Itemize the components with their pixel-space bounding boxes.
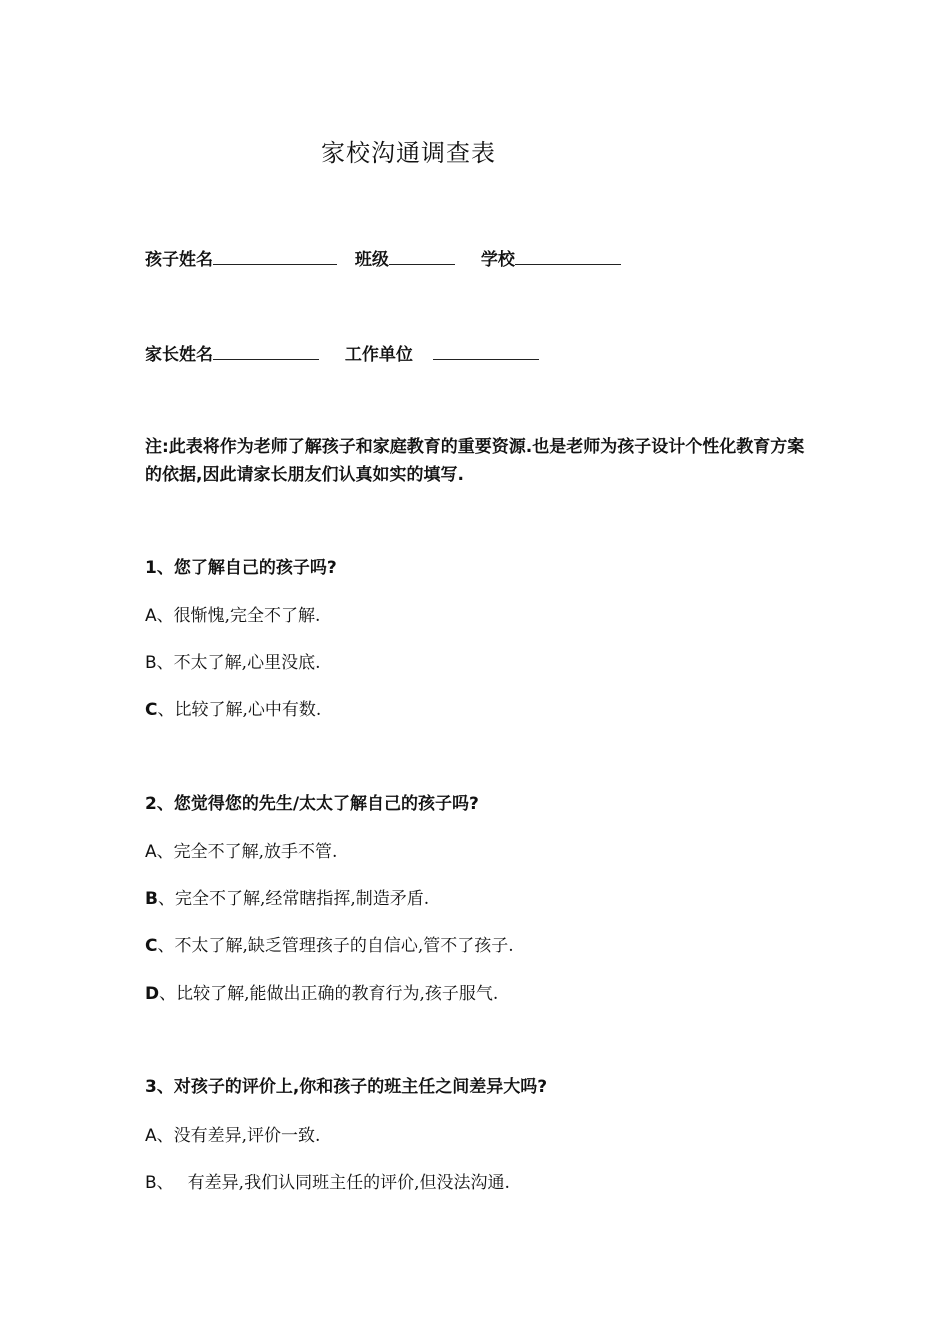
- option-letter: B: [145, 889, 158, 909]
- school-field: [481, 245, 621, 270]
- question-3: 3、对孩子的评价上,你和孩子的班主任之间差异大吗?: [145, 1077, 548, 1097]
- parent-name-blank[interactable]: [213, 343, 319, 360]
- option-letter: B: [145, 653, 157, 673]
- option-text: 不太了解,缺乏管理孩子的自信心,管不了孩子.: [174, 936, 514, 956]
- q3-option-a[interactable]: [145, 1121, 320, 1146]
- option-text: 完全不了解,经常瞎指挥,制造矛盾.: [174, 889, 430, 909]
- q1-option-b[interactable]: [145, 648, 320, 673]
- q2-option-c[interactable]: [145, 931, 514, 956]
- page-title: 家校沟通调查表: [321, 139, 496, 167]
- school-label: 学校: [480, 250, 515, 270]
- question-1: 1、您了解自己的孩子吗?: [145, 558, 337, 578]
- option-sep: 、: [157, 889, 175, 909]
- option-text: 很惭愧,完全不了解.: [173, 606, 321, 626]
- option-text: 比较了解,心中有数.: [174, 700, 322, 720]
- option-text: 有差异,我们认同班主任的评价,但没法沟通.: [187, 1173, 510, 1193]
- option-letter: A: [145, 842, 157, 862]
- q2-option-a[interactable]: [145, 837, 337, 862]
- option-letter: A: [145, 606, 157, 626]
- parent-name-label: 家长姓名: [145, 345, 213, 365]
- question-2: 2、您觉得您的先生/太太了解自己的孩子吗?: [145, 794, 479, 814]
- class-blank[interactable]: [389, 248, 455, 265]
- work-unit-field: [345, 340, 539, 365]
- fields-row-2: [145, 340, 539, 365]
- school-blank[interactable]: [515, 248, 621, 265]
- option-letter: D: [145, 984, 160, 1004]
- option-sep: 、: [159, 984, 177, 1004]
- q1-option-c[interactable]: [145, 695, 321, 720]
- survey-note: 注:此表将作为老师了解孩子和家庭教育的重要资源.也是老师为孩子设计个性化教育方案的依据,因此请家长朋友们认真如实的填写.: [145, 437, 805, 485]
- option-sep: 、: [156, 1126, 174, 1146]
- option-text: 完全不了解,放手不管.: [173, 842, 338, 862]
- option-sep: 、: [156, 1173, 174, 1193]
- work-unit-label: 工作单位: [344, 345, 413, 365]
- class-label: 班级: [354, 250, 389, 270]
- option-letter: A: [145, 1126, 157, 1146]
- option-text: 比较了解,能做出正确的教育行为,孩子服气.: [176, 984, 499, 1004]
- option-sep: 、: [157, 700, 175, 720]
- child-name-field: [145, 245, 337, 270]
- q2-option-d[interactable]: [145, 979, 498, 1004]
- option-sep: 、: [156, 842, 174, 862]
- option-letter: B: [145, 1173, 157, 1193]
- child-name-blank[interactable]: [213, 248, 337, 265]
- parent-name-field: [145, 340, 319, 365]
- option-text: 没有差异,评价一致.: [173, 1126, 321, 1146]
- option-letter: C: [145, 936, 158, 956]
- option-letter: C: [145, 700, 158, 720]
- q3-option-b[interactable]: [145, 1168, 510, 1193]
- fields-row-1: [145, 245, 621, 270]
- option-sep: 、: [156, 606, 174, 626]
- option-sep: 、: [156, 653, 174, 673]
- option-sep: 、: [157, 936, 175, 956]
- option-text: 不太了解,心里没底.: [173, 653, 321, 673]
- q2-option-b[interactable]: [145, 884, 429, 909]
- work-unit-blank[interactable]: [433, 343, 539, 360]
- class-field: [355, 245, 455, 270]
- child-name-label: 孩子姓名: [145, 250, 213, 270]
- q1-option-a[interactable]: [145, 601, 320, 626]
